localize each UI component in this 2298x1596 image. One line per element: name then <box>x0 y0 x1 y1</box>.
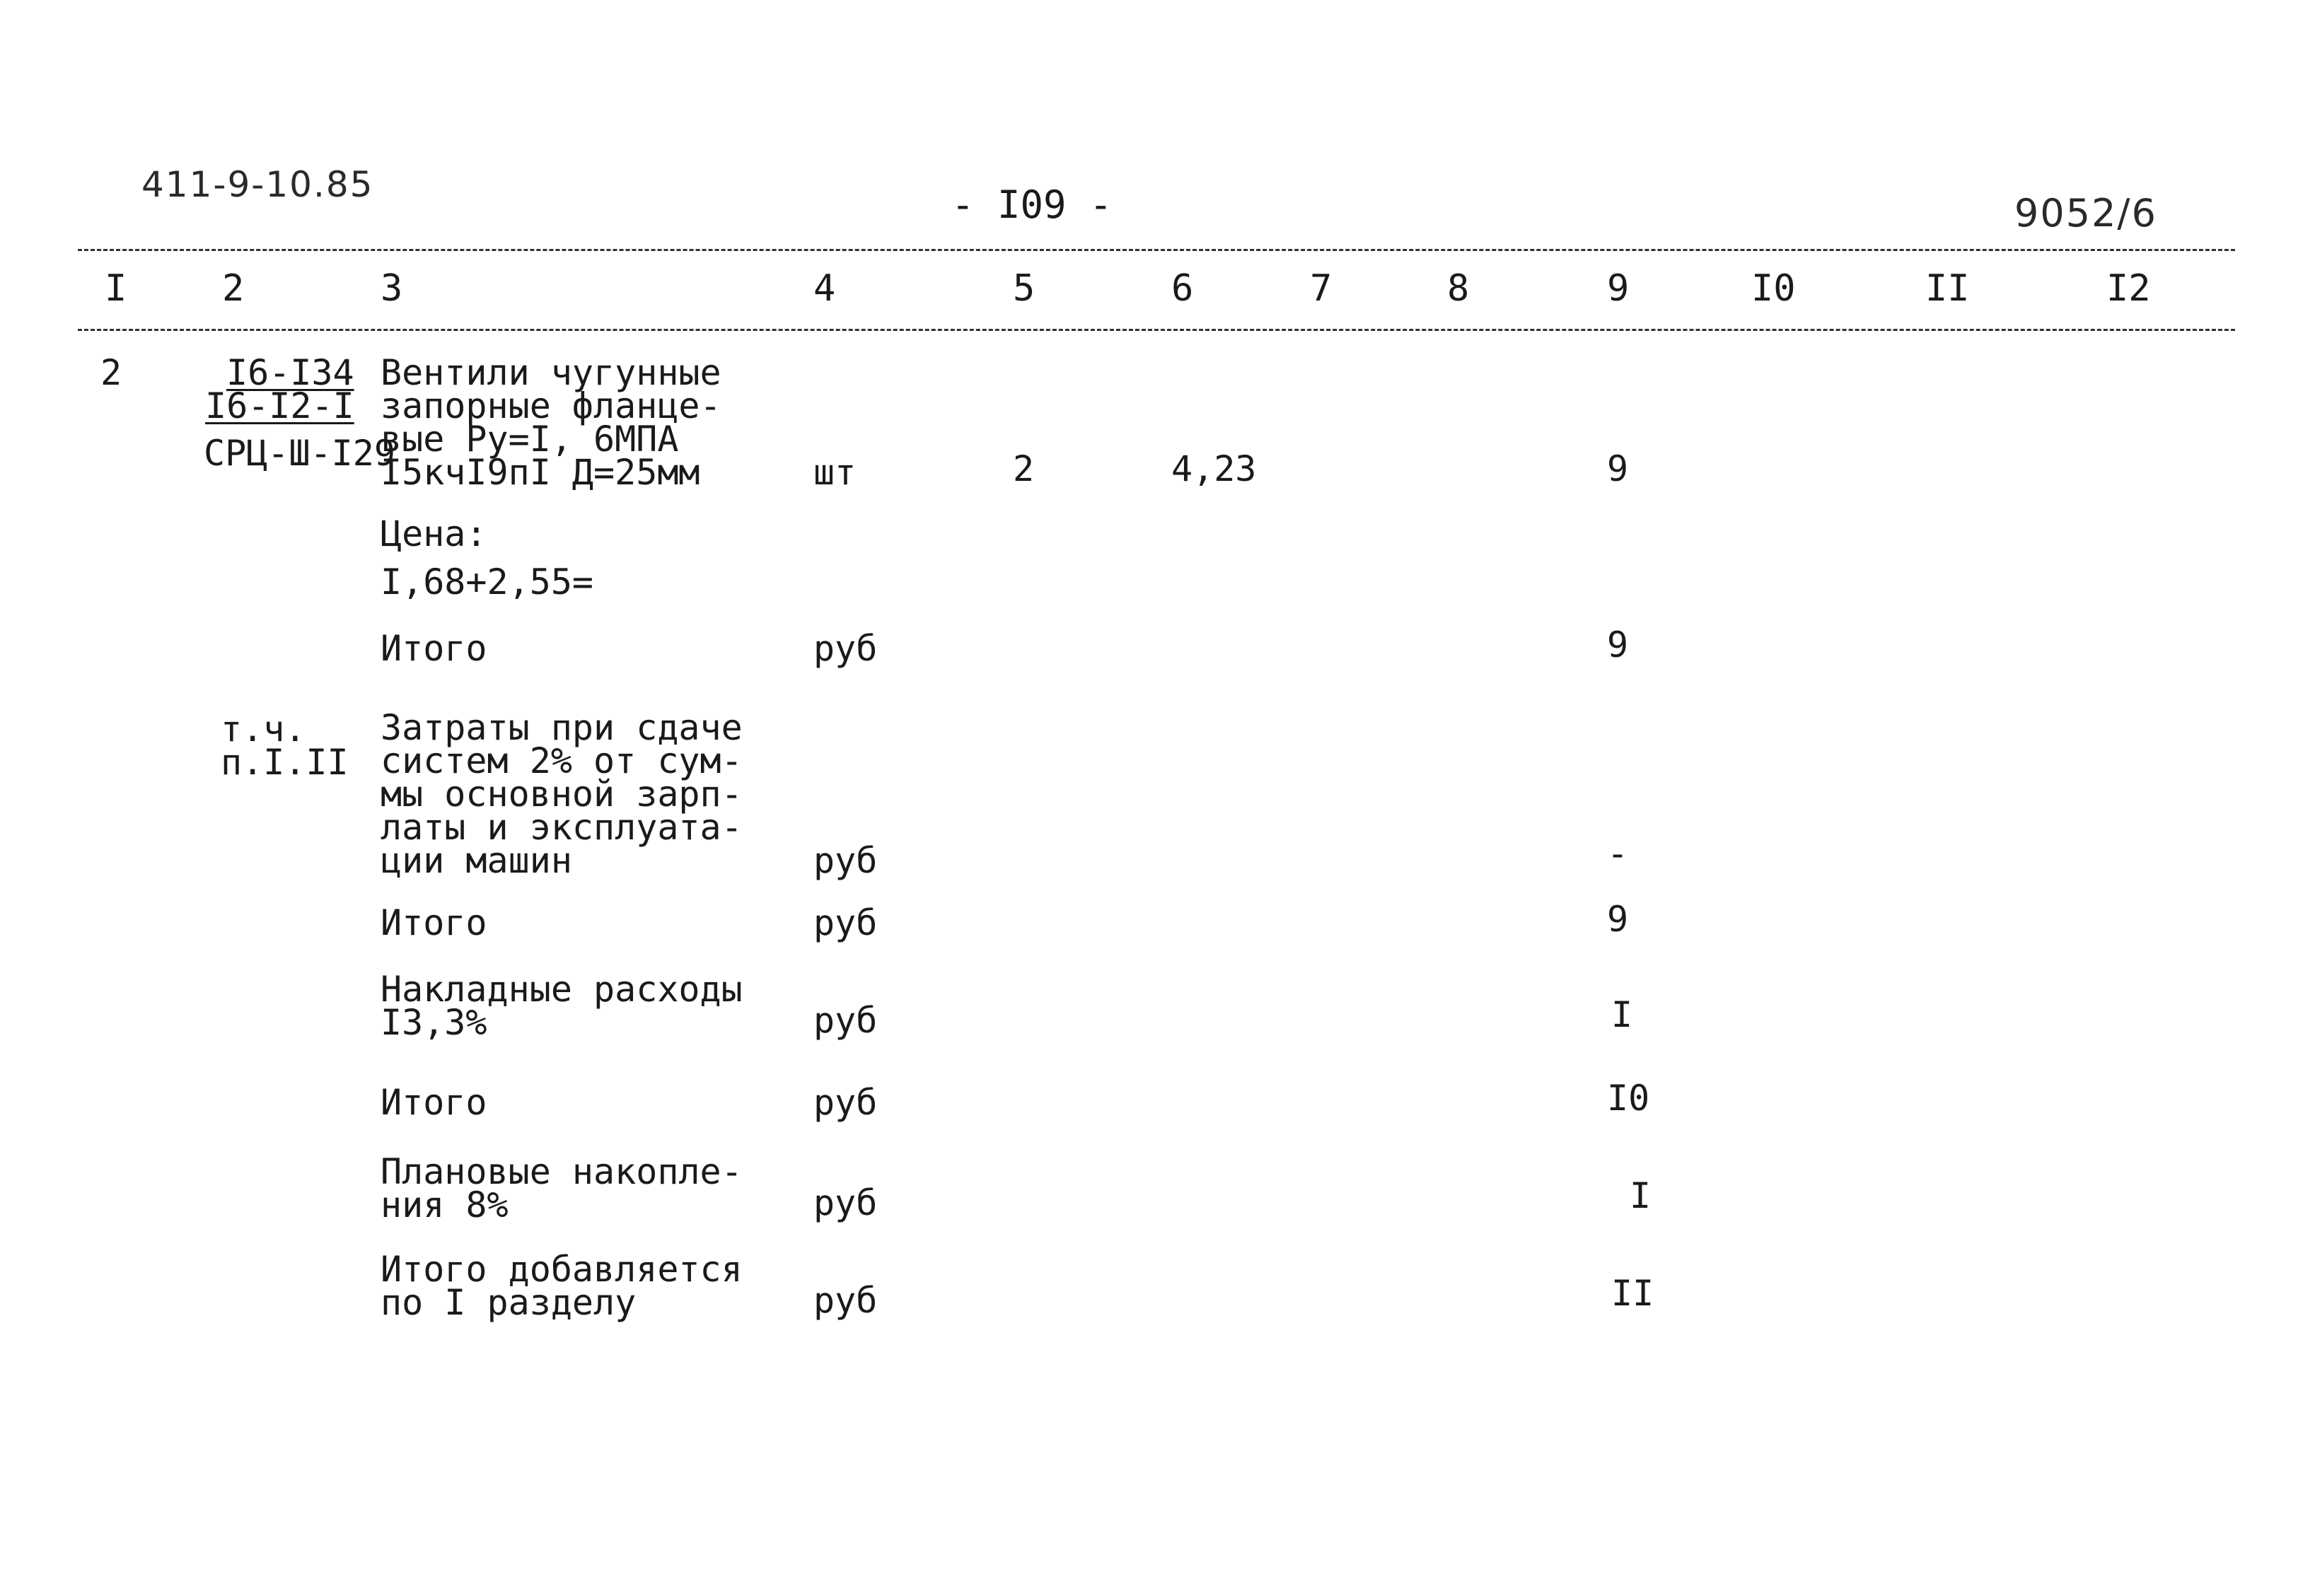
table-row-1-col6: 4,23 <box>1171 448 1257 489</box>
column-header-9: 9 <box>1607 267 1630 310</box>
table-row-9-col3-line1: Итого добавляется <box>381 1249 743 1290</box>
table-row-1-col2-line3: СРЦ-Ш-I29 <box>204 433 395 474</box>
column-header-2: 2 <box>222 267 245 310</box>
table-row-5-col3: Итого <box>381 902 487 943</box>
table-row-8-col4: руб <box>813 1182 878 1223</box>
table-row-8-col9: I <box>1630 1175 1652 1216</box>
column-header-6: 6 <box>1171 267 1194 310</box>
table-row-6-col9: I <box>1611 994 1633 1035</box>
table-row-3-col9: 9 <box>1607 624 1629 665</box>
table-row-7-col9: I0 <box>1607 1078 1650 1119</box>
table-row-9-col4: руб <box>813 1280 878 1321</box>
table-row-1-col1: 2 <box>100 352 122 393</box>
table-row-1-col3-line2: запорные фланце- <box>381 385 721 426</box>
table-row-8-col3-line1: Плановые накопле- <box>381 1151 743 1192</box>
table-row-1-col5: 2 <box>1013 448 1035 489</box>
table-row-4-col3-line2: систем 2% от сум- <box>381 740 743 781</box>
table-row-9-col9: II <box>1611 1273 1654 1314</box>
table-row-5-col9: 9 <box>1607 899 1629 940</box>
page-number: - I09 - <box>951 182 1113 227</box>
table-row-7-col3: Итого <box>381 1082 487 1123</box>
table-row-1-col3-line4: I5кчI9пI Д=25мм <box>381 452 700 493</box>
table-row-6-col3-line1: Накладные расходы <box>381 969 743 1010</box>
table-row-4-col3-line5: ции машин <box>381 840 572 881</box>
table-row-1-col9: 9 <box>1607 448 1629 489</box>
table-row-4-col2-line2: п.I.II <box>221 742 349 783</box>
table-row-2-col3-line1: Цена: <box>381 513 487 554</box>
table-row-4-col4: руб <box>813 840 878 881</box>
column-header-1: I <box>105 267 127 310</box>
table-row-9-col3-line2: по I разделу <box>381 1282 637 1323</box>
column-header-7: 7 <box>1310 267 1333 310</box>
table-row-6-col3-line2: I3,3% <box>381 1002 487 1043</box>
column-header-4: 4 <box>813 267 836 310</box>
table-row-1-col3-line1: Вентили чугунные <box>381 352 721 393</box>
table-row-3-col3: Итого <box>381 628 487 669</box>
table-row-1-col4: шт <box>813 452 857 493</box>
table-row-1-col2-line1: I6-I34 <box>226 352 354 393</box>
table-row-4-col9: - <box>1607 833 1629 874</box>
document-code: 411-9-10.85 <box>141 164 374 205</box>
table-row-7-col4: руб <box>813 1082 878 1123</box>
table-row-4-col3-line1: Затраты при сдаче <box>381 707 743 748</box>
header-top-rule <box>78 249 2235 251</box>
table-row-1-col2-line2: I6-I2-I <box>205 385 354 426</box>
table-row-1-col3-line3: вые Ру=I, 6МПА <box>381 419 679 460</box>
table-row-5-col4: руб <box>813 902 878 943</box>
table-row-4-col2-line1: т.ч. <box>221 709 306 750</box>
table-row-4-col3-line3: мы основной зарп- <box>381 774 743 815</box>
table-row-3-col4: руб <box>813 628 878 669</box>
table-row-2-col3-line2: I,68+2,55= <box>381 561 594 602</box>
column-header-3: 3 <box>381 267 403 310</box>
table-row-4-col3-line4: латы и эксплуата- <box>381 807 743 848</box>
table-row-8-col3-line2: ния 8% <box>381 1184 509 1225</box>
column-header-8: 8 <box>1447 267 1470 310</box>
sheet-code: 9052/6 <box>2014 191 2157 235</box>
column-header-11: II <box>1925 267 1970 310</box>
header-bottom-rule <box>78 329 2235 331</box>
column-header-12: I2 <box>2106 267 2151 310</box>
table-row-6-col4: руб <box>813 1000 878 1041</box>
column-header-5: 5 <box>1013 267 1035 310</box>
column-header-10: I0 <box>1751 267 1796 310</box>
